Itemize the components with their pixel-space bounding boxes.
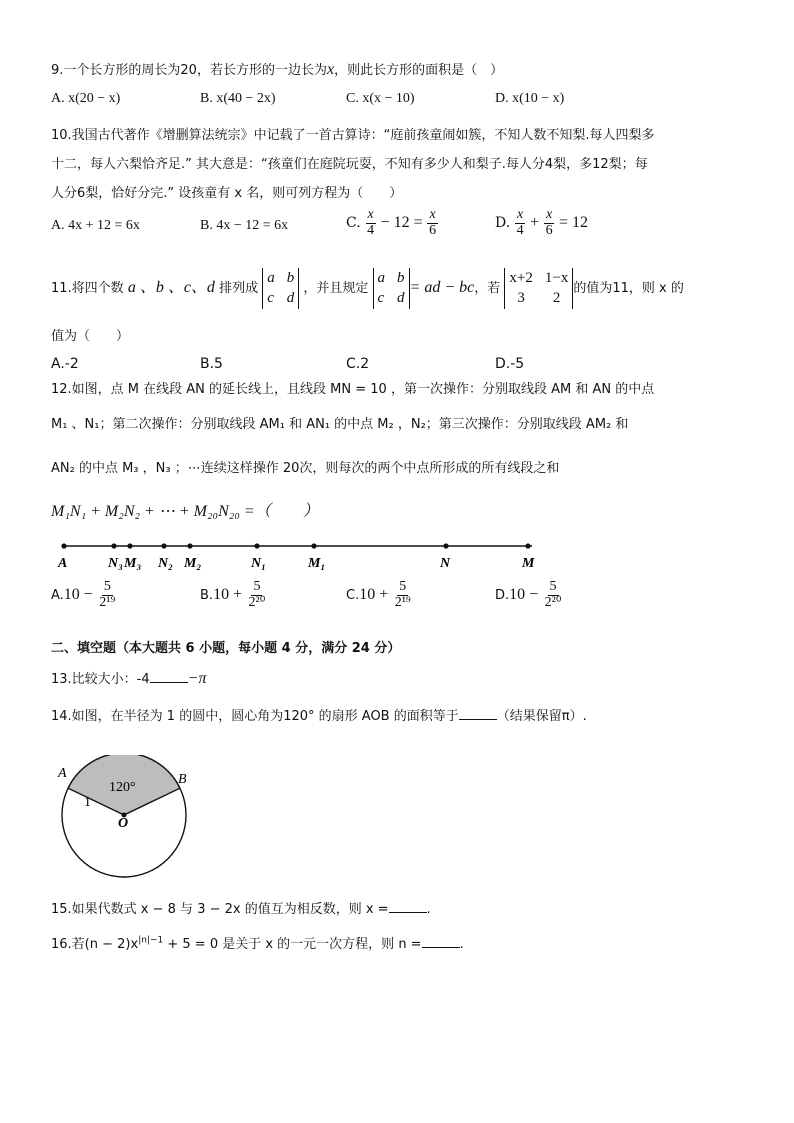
point-label: M₂ <box>184 556 202 571</box>
frac-num: x <box>517 207 524 222</box>
q10-line3: 人分6梨，恰好分完.” 设孩童有 x 名，则可列方程为（ ） <box>51 186 403 201</box>
q11-option-a: A.-2 <box>51 356 79 372</box>
q11-p2: 排列成 <box>219 280 259 296</box>
q10-c-frac2 <box>427 208 438 238</box>
point-dot <box>525 543 530 548</box>
point-dot <box>311 543 316 548</box>
q11-p1: 11.将四个数 <box>51 280 124 296</box>
point-label: M₃ <box>124 556 142 571</box>
q12-option-b <box>200 580 267 610</box>
det-x-d: 2 <box>552 290 561 307</box>
q12-option-d <box>495 580 563 610</box>
q12-option-c <box>346 580 413 610</box>
option-label: C. <box>346 588 360 604</box>
q10-d-frac2 <box>544 208 555 238</box>
q10-option-a: A. 4x + 12 = 6x <box>51 218 140 233</box>
q11-det-x <box>504 268 573 309</box>
point-dot <box>111 543 116 548</box>
frac-num: x <box>429 207 436 222</box>
frac-den: 2²⁰ <box>248 594 266 610</box>
q11-stem <box>51 268 684 309</box>
q12-line3: AN₂ 的中点 M₃ ，N₃ ；⋯连续这样操作 20次，则每次的两个中点所形成的所有线段之和 <box>51 461 560 476</box>
q9-option-a: A. x(20 − x) <box>51 91 121 106</box>
det-a: a <box>267 270 275 286</box>
q10-option-c-label: C. <box>346 215 361 232</box>
q16-text1: 16.若(n − 2)x <box>51 937 139 952</box>
q12-line1: 12.如图，点 M 在线段 AN 的延长线上，且线段 MN = 10 ，第一次操作：分别取线段 AM 和 AN 的中点 <box>51 382 655 397</box>
q11-option-d: D.-5 <box>495 356 525 372</box>
point-dot <box>127 543 132 548</box>
frac-num: 5 <box>253 579 261 594</box>
det-x-c: 3 <box>517 290 525 307</box>
q12-line4: M₁N₁ + M₂N₂ + ⋯ + M₂₀N₂₀ =（ ） <box>51 503 319 520</box>
q11-line2: 值为（ ） <box>51 329 130 344</box>
q10-option-d-label: D. <box>495 215 511 232</box>
frac-den: 6 <box>429 222 437 238</box>
q10-option-d <box>495 208 588 238</box>
q10-c-mid: − 12 = <box>380 214 423 232</box>
det-x-b: 1−x <box>544 270 569 286</box>
label-radius: 1 <box>84 795 91 810</box>
label-a: A <box>58 766 67 781</box>
point-label: N₃ <box>108 556 123 571</box>
det-d: d <box>286 290 295 307</box>
q9-stem <box>51 60 503 79</box>
point-dot <box>254 543 259 548</box>
frac-den: 4 <box>367 222 375 238</box>
point-label: M <box>522 556 535 571</box>
q11-option-b: B.5 <box>200 356 223 372</box>
det-x-a: x+2 <box>509 270 533 286</box>
frac-den: 4 <box>516 222 524 238</box>
q15-text2: . <box>426 902 431 917</box>
q14-circle-figure <box>50 755 200 880</box>
segment-points <box>57 543 535 571</box>
q10-line2: 十二，每人六梨恰齐足.” 其大意是：“孩童们在庭院玩耍，不知有多少人和梨子.每人分4梨，多12梨；每 <box>51 157 648 172</box>
option-frac <box>393 580 413 610</box>
q15-text1: 15.如果代数式 x − 8 与 3 − 2x 的值互为相反数，则 x = <box>51 902 389 917</box>
q12-line2: M₁ 、N₁；第二次操作：分别取线段 AM₁ 和 AN₁ 的中点 M₂ ，N₂；第三次操作：分别取线段 AM₂ 和 <box>51 417 629 432</box>
q10-d-frac1 <box>515 208 526 238</box>
q10-d-end: = 12 <box>559 214 589 232</box>
q9-option-c: C. x(x − 10) <box>346 91 415 106</box>
label-o: O <box>118 816 129 831</box>
frac-num: x <box>367 207 374 222</box>
q14 <box>51 707 587 725</box>
det-d: d <box>397 290 405 307</box>
frac-den: 2²⁰ <box>544 594 562 610</box>
frac-num: 5 <box>103 579 111 594</box>
option-pre: 10 + <box>213 586 243 604</box>
section2-title: 二、填空题（本大题共 6 小题，每小题 4 分，满分 24 分） <box>51 641 401 656</box>
option-pre: 10 − <box>509 586 539 604</box>
q11-option-c: C.2 <box>346 356 370 372</box>
q12-option-a <box>51 580 117 610</box>
point-label: M₁ <box>308 556 326 571</box>
frac-den: 2¹⁹ <box>99 594 116 610</box>
q9-option-d: D. x(10 − x) <box>495 91 565 106</box>
q11-det-rule <box>373 268 410 309</box>
det-c: c <box>377 290 385 307</box>
option-pre: 10 + <box>359 586 389 604</box>
q11-det-abcd <box>262 268 299 309</box>
q10-option-c <box>346 208 438 238</box>
q10-line1: 10.我国古代著作《增删算法统宗》中记载了一首古算诗：“庭前孩童闹如簇，不知人数不知梨.每人四梨多 <box>51 128 655 143</box>
q16-text3: . <box>459 937 464 952</box>
option-label: B. <box>200 588 214 604</box>
q13-text1: 13.比较大小：-4 <box>51 672 150 687</box>
frac-num: x <box>545 207 553 222</box>
q12-number-line <box>52 536 552 574</box>
q11-vars: a 、b 、c、d <box>127 278 215 296</box>
q13-text2: −π <box>187 670 207 687</box>
point-label: N₁ <box>251 556 266 571</box>
q9-var: x <box>326 61 335 78</box>
frac-den: 2¹⁹ <box>394 594 411 610</box>
q16-blank <box>422 935 460 948</box>
point-label: N₂ <box>158 556 173 571</box>
point-label: A <box>58 556 68 571</box>
option-label: D. <box>495 588 510 604</box>
det-a: a <box>377 270 386 286</box>
q9-stem-text: 9.一个长方形的周长为20，若长方形的一边长为 <box>51 63 327 78</box>
q14-blank <box>459 707 497 720</box>
option-frac <box>247 580 268 610</box>
q15 <box>51 900 431 918</box>
q16-exponent: |n|−1 <box>138 935 164 946</box>
point-dot <box>443 543 448 548</box>
label-angle: 120° <box>109 780 136 795</box>
q9-option-b: B. x(40 − 2x) <box>200 91 276 106</box>
point-dot <box>161 543 166 548</box>
option-frac <box>97 580 117 610</box>
q11-p4: = ad − bc <box>409 278 475 296</box>
point-dot <box>187 543 192 548</box>
q11-p6: 的值为11，则 x 的 <box>573 280 684 296</box>
q10-c-frac1 <box>365 208 376 238</box>
q13 <box>51 669 206 688</box>
det-b: b <box>286 270 295 286</box>
det-b: b <box>397 270 405 286</box>
q9-stem-end: ，则此长方形的面积是（ ） <box>334 63 504 78</box>
q15-blank <box>389 900 427 913</box>
option-label: A. <box>51 588 64 604</box>
q16-text2: + 5 = 0 是关于 x 的一元一次方程，则 n = <box>163 937 422 952</box>
q11-p3: ，并且规定 <box>303 280 369 296</box>
q11-p5: ，若 <box>474 280 501 296</box>
frac-num: 5 <box>399 579 407 594</box>
point-label: N <box>440 556 451 571</box>
q10-option-b: B. 4x − 12 = 6x <box>200 218 289 233</box>
option-pre: 10 − <box>63 586 93 604</box>
q14-text1: 14.如图，在半径为 1 的圆中，圆心角为120° 的扇形 AOB 的面积等于 <box>51 709 459 724</box>
option-frac <box>543 580 564 610</box>
point-dot <box>61 543 66 548</box>
q10-d-mid: + <box>530 214 540 232</box>
frac-den: 6 <box>545 222 553 238</box>
frac-num: 5 <box>549 579 557 594</box>
q16 <box>51 935 464 953</box>
det-c: c <box>267 290 274 307</box>
label-b: B <box>178 772 187 787</box>
q13-blank <box>150 670 188 683</box>
q14-text2: （结果保留π）. <box>496 709 587 724</box>
